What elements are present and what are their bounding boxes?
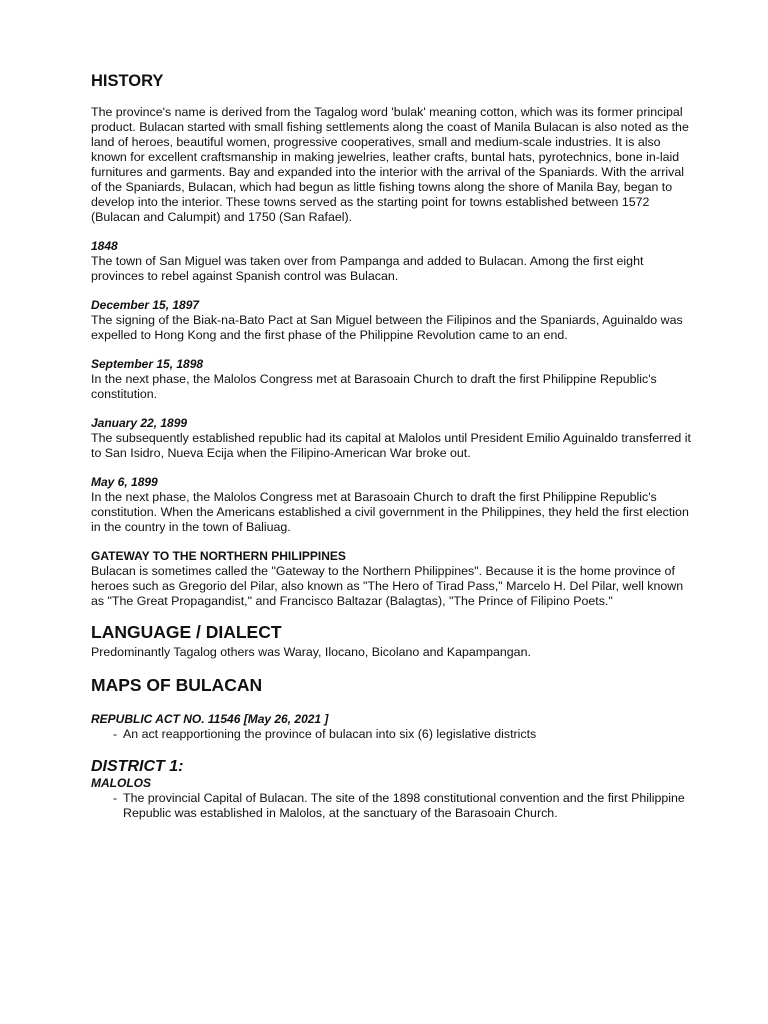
event-text: The signing of the Biak-na-Bato Pact at San Miguel between the Filipinos and the Spaniards, Aguinaldo was expelled to Hong Kong and the first phase of the Philippine Revolution came to an end. (91, 313, 683, 342)
district-1-heading: DISTRICT 1: (91, 758, 184, 775)
event-text: The town of San Miguel was taken over from Pampanga and added to Bulacan. Among the first eight provinces to rebel against Spanish control was Bulacan. (91, 254, 644, 283)
event-date: 1848 (91, 239, 118, 253)
dash-bullet: - (113, 727, 118, 741)
history-heading: HISTORY (91, 72, 164, 90)
event-date: January 22, 1899 (91, 416, 188, 430)
district-1-list (91, 791, 691, 821)
event-1848 (91, 239, 691, 284)
language-text: Predominantly Tagalog others was Waray, Ilocano, Bicolano and Kapampangan. (91, 645, 531, 659)
list-item-text: An act reapportioning the province of bulacan into six (6) legislative districts (123, 727, 537, 741)
history-intro: The province's name is derived from the Tagalog word 'bulak' meaning cotton, which was its former principal product. Bulacan started with small fishing settlements along the coast of Manila Bulacan is also noted as the land of heroes, beautiful women, progressive cooperatives, small and medium-scale industries. It is also known for excellent craftsmanship in making jewelries, leather crafts, buntal hats, pyrotechnics, bone in-laid furnitures and garments. Bay and expanded into the interior with the arrival of the Spaniards. With the arrival of the Spaniards, Bulacan, which had begun as little fishing towns along the shore of Manila Bay, began to develop into the interior. These towns served as the starting point for towns established between 1572 (Bulacan and Calumpit) and 1750 (San Rafael). (91, 105, 689, 224)
gateway-heading: GATEWAY TO THE NORTHERN PHILIPPINES (91, 549, 346, 563)
gateway-text: Bulacan is sometimes called the "Gateway to the Northern Philippines". Because it is the home province of heroes such as Gregorio del Pilar, also known as "The Hero of Tirad Pass," Marcelo H. Del Pilar, well known as "The Great Propagandist," and Francisco Baltazar (Balagtas), "The Prince of Filipino Poets." (91, 564, 684, 608)
event-text: In the next phase, the Malolos Congress met at Barasoain Church to draft the first Philippine Republic's constitution. When the Americans established a civil government in the Philippines, they held the first election in the country in the town of Baliuag. (91, 490, 689, 534)
republic-act-title: REPUBLIC ACT NO. 11546 [May 26, 2021 ] (91, 712, 329, 726)
language-heading: LANGUAGE / DIALECT (91, 622, 282, 642)
republic-act-list (91, 727, 691, 742)
list-item (91, 727, 691, 742)
event-sep-1898 (91, 357, 691, 402)
event-text: In the next phase, the Malolos Congress met at Barasoain Church to draft the first Philippine Republic's constitution. (91, 372, 657, 401)
event-date: September 15, 1898 (91, 357, 204, 371)
event-date: December 15, 1897 (91, 298, 200, 312)
document-content (91, 70, 691, 821)
event-may-1899 (91, 475, 691, 535)
gateway-section (91, 549, 691, 609)
list-item (91, 791, 691, 821)
dash-bullet: - (113, 791, 118, 805)
event-text: The subsequently established republic had its capital at Malolos until President Emilio Aguinaldo transferred it to San Isidro, Nueva Ecija when the Filipino-American War broke out. (91, 431, 691, 460)
event-date: May 6, 1899 (91, 475, 158, 489)
event-dec-1897 (91, 298, 691, 343)
list-item-text: The provincial Capital of Bulacan. The site of the 1898 constitutional convention and the first Philippine Republic was established in Malolos, at the sanctuary of the Barasoain Church. (123, 791, 685, 820)
event-jan-1899 (91, 416, 691, 461)
maps-heading: MAPS OF BULACAN (91, 675, 263, 695)
district-1-town: MALOLOS (91, 776, 151, 790)
